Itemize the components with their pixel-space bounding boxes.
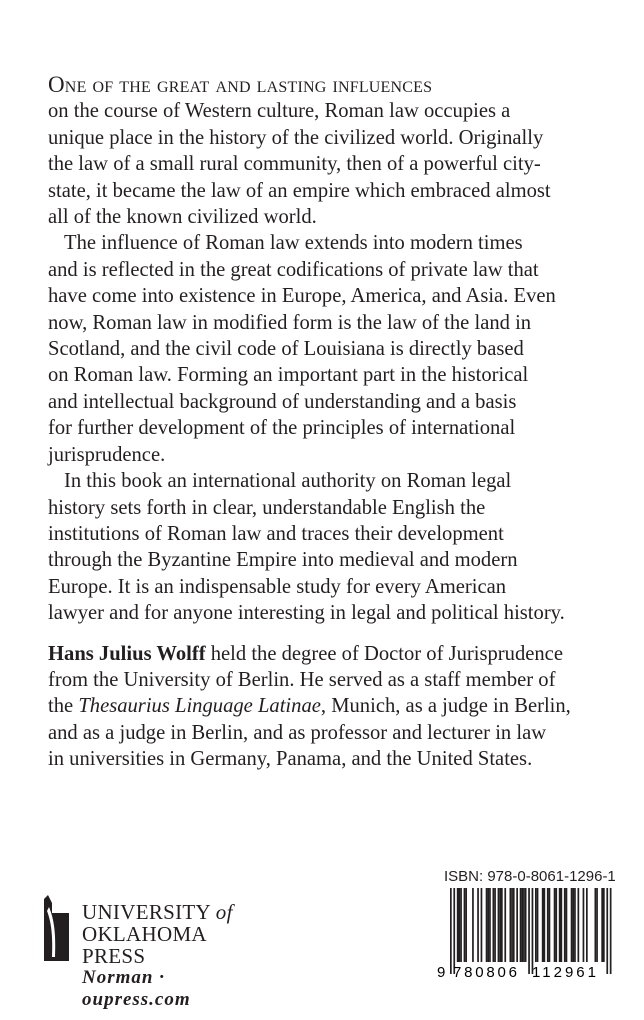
text-line: jurisprudence. (48, 443, 166, 466)
text-line: lawyer and for anyone interesting in legal and political history. (48, 602, 565, 625)
barcode-bar (457, 888, 459, 962)
work-title: Thesaurius Linguage Latinae (78, 695, 321, 718)
barcode-bar (450, 888, 452, 974)
barcode-bar (596, 888, 598, 962)
text-line: and intellectual background of understanding and a basis (48, 390, 517, 413)
barcode-bar (549, 888, 551, 962)
text-line: for further development of the principles of international (48, 417, 516, 440)
text-line: institutions of Roman law and traces their development (48, 522, 504, 545)
text-line: now, Roman law in modified form is the law of the land in (48, 311, 532, 334)
barcode-bar (501, 888, 503, 962)
barcode-bar (487, 888, 489, 962)
barcode-bar (525, 888, 527, 962)
barcode-bar (554, 888, 556, 962)
barcode-bar (511, 888, 513, 962)
text-line: Europe. It is an indispensable study for every American (48, 575, 507, 598)
isbn-label: ISBN: 978-0-8061-1296-1 (444, 868, 616, 885)
feather-icon (42, 895, 69, 961)
barcode-bar (547, 888, 549, 962)
text-line: state, it became the law of an empire which embraced almost (48, 179, 551, 202)
text-line: the (48, 695, 79, 718)
barcode-bar (561, 888, 563, 962)
barcode-bar (578, 888, 580, 962)
barcode-bar (481, 888, 483, 962)
text-line: the law of a small rural community, then of a powerful city- (48, 153, 541, 176)
text-line: held the degree of Doctor of Jurisprudence (205, 642, 563, 665)
text-line: history sets forth in clear, understandable English the (48, 496, 486, 519)
barcode-bar (595, 888, 597, 962)
barcode-bar (494, 888, 496, 962)
text-line: Scotland, and the civil code of Louisiana is directly based (48, 338, 524, 361)
isbn-barcode (436, 888, 612, 980)
text-line: unique place in the history of the civilized world. Originally (48, 126, 544, 149)
barcode-bar (610, 888, 612, 974)
barcode-bar (510, 888, 512, 962)
text-line: The influence of Roman law extends into modern times (64, 232, 523, 255)
barcode-bar (544, 888, 546, 962)
publisher-logo (42, 895, 272, 1010)
text-line: through the Byzantine Empire into medieval and modern (48, 549, 518, 572)
barcode-bar (472, 888, 474, 962)
barcode-bar (603, 888, 605, 962)
barcode-bar (489, 888, 491, 962)
lead-line: One of the great and lasting influences (48, 72, 433, 97)
text-line: have come into existence in Europe, America, and Asia. Even (48, 285, 556, 308)
barcode-bar (535, 888, 537, 962)
barcode-bar (486, 888, 488, 962)
text-line: In this book an international authority on Roman legal (64, 470, 512, 493)
barcode-bar (606, 888, 608, 974)
barcode-first-digit: 9 (437, 964, 446, 980)
barcode-bar (555, 888, 557, 962)
barcode-bar (566, 888, 568, 962)
barcode-bar (542, 888, 544, 962)
barcode-bar (572, 888, 574, 962)
barcode-bar (559, 888, 561, 962)
text-line: from the University of Berlin. He served as a staff member of (48, 668, 556, 691)
barcode-bar (532, 888, 534, 974)
text-line: and is reflected in the great codifications of private law that (48, 258, 539, 281)
text-line: on the course of Western culture, Roman law occupies a (48, 100, 511, 123)
barcode-bar (586, 888, 588, 962)
barcode-bar (513, 888, 515, 962)
barcode-bar (537, 888, 539, 962)
barcode-left-digits: 780806 (453, 964, 517, 980)
barcode-bar (571, 888, 573, 962)
barcode-bar (465, 888, 467, 962)
barcode-bar (528, 888, 530, 974)
publisher-location: Norman · oupress.com (82, 967, 191, 1010)
barcode-right-digits: 112961 (532, 964, 596, 980)
author-name: Hans Julius Wolff (48, 642, 206, 665)
barcode-bar (583, 888, 585, 962)
text-line: , Munich, as a judge in Berlin, (320, 695, 571, 718)
barcode-bar (477, 888, 479, 962)
paragraph-1 (48, 72, 628, 230)
text-line: and as a judge in Berlin, and as professor and lecturer in law (48, 721, 547, 744)
paragraph-2 (48, 230, 628, 468)
barcode-bar (601, 888, 603, 962)
text-line: in universities in Germany, Panama, and the United States. (48, 748, 533, 771)
cover-description (48, 72, 628, 773)
text-line: on Roman law. Forming an important part in the historical (48, 364, 529, 387)
barcode-bar (459, 888, 461, 962)
publisher-name-line1: UNIVERSITY (82, 900, 211, 924)
barcode-bar (564, 888, 566, 962)
barcode-bar (574, 888, 576, 962)
barcode-bar (493, 888, 495, 962)
barcode-bar (520, 888, 522, 962)
barcode-bar (504, 888, 506, 962)
paragraph-3 (48, 468, 628, 626)
barcode-bar (499, 888, 501, 962)
text-line: all of the known civilized world. (48, 206, 317, 229)
author-bio (48, 641, 628, 773)
barcode-bar (516, 888, 518, 962)
barcode-bar (460, 888, 462, 962)
publisher-of: of (215, 900, 233, 924)
barcode-bar (453, 888, 455, 974)
barcode-bar (498, 888, 500, 962)
barcode-bar (523, 888, 525, 962)
barcode-bar (464, 888, 466, 962)
barcode-bar (521, 888, 523, 962)
publisher-name-line2: OKLAHOMA PRESS (82, 922, 206, 968)
